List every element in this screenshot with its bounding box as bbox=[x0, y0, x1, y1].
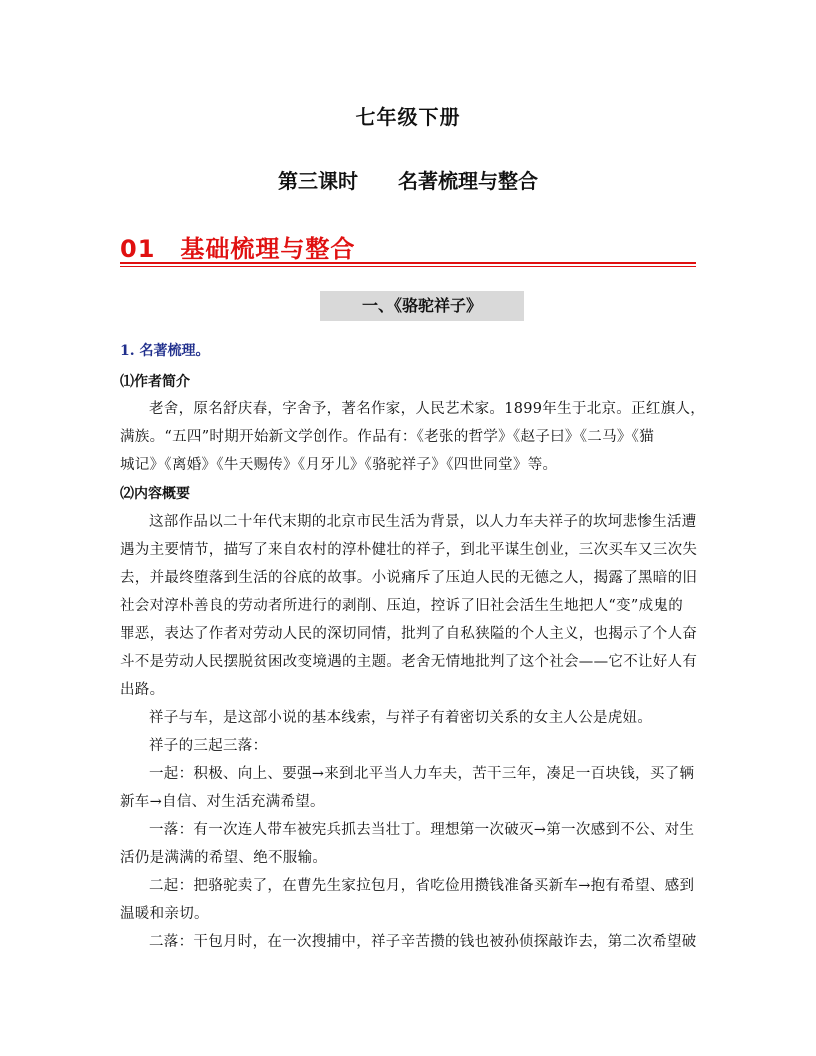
text-line: 斗不是劳动人民摆脱贫困改变境遇的主题。老舍无情地批判了这个社会——它不让好人有 bbox=[120, 654, 698, 670]
text-line: 这部作品以二十年代末期的北京市民生活为背景，以人力车夫祥子的坎坷悲惨生活遭 bbox=[149, 514, 697, 530]
text-line: 满族。“五四”时期开始新文学创作。作品有：《老张的哲学》《赵子曰》《二马》《猫 bbox=[120, 429, 655, 445]
lesson-title: 第三课时 名著梳理与整合 bbox=[278, 169, 538, 193]
summary-label: ⑵内容概要 bbox=[120, 486, 190, 502]
text-line: 去，并最终堕落到生活的谷底的故事。小说痛斥了压迫人民的无德之人，揭露了黑暗的旧 bbox=[120, 570, 698, 586]
book-banner: 一、《骆驼祥子》 bbox=[320, 291, 524, 321]
text-line: 老舍，原名舒庆春，字舍予，著名作家，人民艺术家。1899年生于北京。正红旗人， bbox=[149, 401, 706, 417]
rise2-line: 温暖和亲切。 bbox=[120, 906, 209, 922]
rise1-line: 一起：积极、向上、要强→来到北平当人力车夫，苦干三年，凑足一百块钱，买了辆 bbox=[149, 766, 695, 782]
heading-rule-thick bbox=[120, 262, 696, 264]
fall1-line: 活仍是满满的希望、绝不服输。 bbox=[120, 850, 328, 866]
item-label: 1. 名著梳理。 bbox=[120, 343, 210, 359]
rise-fall-title: 祥子的三起三落： bbox=[149, 738, 268, 754]
section-heading: 01 基础梳理与整合 bbox=[120, 235, 356, 263]
text-line: 罪恶，表达了作者对劳动人民的深切同情，批判了自私狭隘的个人主义，也揭示了个人奋 bbox=[120, 626, 698, 642]
summary-paragraph bbox=[120, 508, 696, 956]
fall1-line: 一落：有一次连人带车被宪兵抓去当壮丁。理想第一次破灭→第一次感到不公、对生 bbox=[149, 822, 695, 838]
text-line: 社会对淳朴善良的劳动者所进行的剥削、压迫，控诉了旧社会活生生地把人“变”成鬼的 bbox=[120, 598, 684, 614]
grade-title: 七年级下册 bbox=[355, 105, 461, 129]
text-line: 出路。 bbox=[120, 682, 165, 698]
text-line: 城记》《离婚》《牛天赐传》《月牙儿》《骆驼祥子》《四世同堂》等。 bbox=[120, 457, 558, 473]
heading-rule-thin bbox=[120, 266, 696, 267]
author-label: ⑴作者简介 bbox=[120, 374, 190, 390]
text-line: 遇为主要情节，描写了来自农村的淳朴健壮的祥子，到北平谋生创业，三次买车又三次失 bbox=[120, 542, 698, 558]
clue-line: 祥子与车，是这部小说的基本线索，与祥子有着密切关系的女主人公是虎妞。 bbox=[149, 710, 653, 726]
rise2-line: 二起：把骆驼卖了，在曹先生家拉包月，省吃俭用攒钱准备买新车→抱有希望、感到 bbox=[149, 878, 695, 894]
author-paragraph bbox=[120, 395, 706, 479]
fall2-line: 二落：干包月时，在一次搜捕中，祥子辛苦攒的钱也被孙侦探敲诈去，第二次希望破 bbox=[149, 934, 697, 950]
rise1-line: 新车→自信、对生活充满希望。 bbox=[120, 794, 325, 810]
